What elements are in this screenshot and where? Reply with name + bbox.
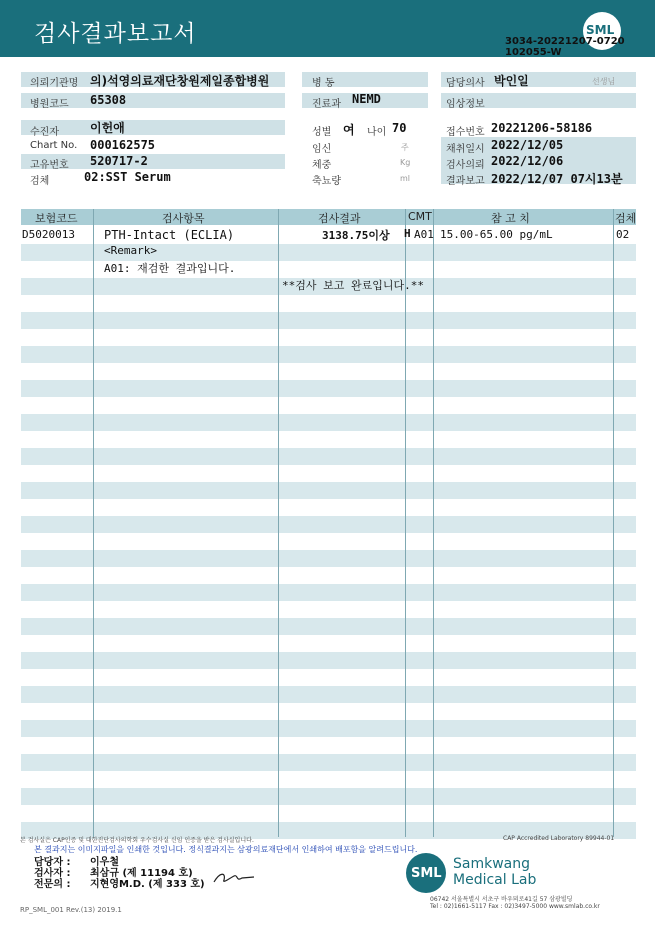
- examiner-label: 검사자 :: [34, 868, 71, 879]
- report-complete-text: **검사 보고 완료입니다.**: [282, 279, 424, 292]
- row-stripe: [21, 584, 636, 601]
- row-stripe: [21, 414, 636, 431]
- urine-unit: ml: [400, 174, 411, 183]
- column-header-reference: 참 고 치: [491, 212, 530, 225]
- collect-label: 채취일시: [446, 144, 485, 155]
- collect-value: 2022/12/05: [491, 138, 564, 152]
- cap-lab: CAP Accredited Laboratory 89944-01: [503, 835, 615, 842]
- patient-value: 이헌애: [90, 121, 125, 135]
- dept-value: NEMD: [352, 92, 381, 106]
- column-header-item: 검사항목: [162, 212, 205, 225]
- row-stripe: [21, 652, 636, 669]
- clinical-info-label: 임상정보: [446, 99, 485, 110]
- row-stripe: [21, 618, 636, 635]
- weight-unit: Kg: [400, 158, 411, 167]
- specimen-value: 02:SST Serum: [84, 170, 171, 184]
- row-stripe: [21, 720, 636, 737]
- hospital-code-label: 병원코드: [30, 99, 69, 110]
- hospital-code-value: 65308: [90, 93, 127, 107]
- age-label: 나이: [367, 127, 387, 138]
- row-stripe: [21, 754, 636, 771]
- specialist-value: 지현영M.D. (제 333 호): [90, 879, 205, 890]
- specimen-label: 검체: [30, 176, 50, 187]
- row-stripe: [21, 380, 636, 397]
- row-reference: 15.00-65.00 pg/mL: [440, 228, 553, 241]
- request-label: 검사의뢰: [446, 160, 485, 171]
- document-number: 3034-20221207-0720 102055-W: [505, 36, 625, 58]
- row-stripe: [21, 516, 636, 533]
- request-value: 2022/12/06: [491, 154, 564, 168]
- pregnancy-unit: 주: [401, 143, 409, 152]
- sml-logo-text: SML: [586, 23, 615, 37]
- id-value: 520717-2: [90, 154, 148, 168]
- row-specimen: 02: [616, 228, 630, 241]
- receipt-label: 접수번호: [446, 127, 485, 138]
- row-cmt: A01: [414, 228, 434, 241]
- row-stripe: [21, 448, 636, 465]
- id-label: 고유번호: [30, 160, 69, 171]
- row-stripe: [21, 550, 636, 567]
- band: [21, 120, 285, 135]
- report-label: 결과보고: [446, 176, 485, 187]
- row-item: PTH-Intact (ECLIA): [104, 228, 235, 242]
- ward-label: 병 동: [312, 78, 335, 89]
- row-stripe: [21, 686, 636, 703]
- company-name-1: Samkwang: [453, 856, 530, 872]
- company-name-2: Medical Lab: [453, 872, 537, 888]
- examiner-value: 최삼규 (제 11194 호): [90, 868, 193, 879]
- form-code: RP_SML_001 Rev.(13) 2019.1: [20, 906, 122, 914]
- row-flag: H: [404, 227, 411, 240]
- sex-value: 여: [343, 123, 355, 137]
- chart-label: Chart No.: [30, 140, 78, 151]
- receipt-value: 20221206-58186: [491, 121, 593, 135]
- cap-note: 본 검사실은 CAP인증 및 대한진단검사의학회 우수검사실 신임 인증을 받은 검사실입니다.: [20, 837, 254, 844]
- column-divider: [405, 209, 406, 837]
- column-divider: [613, 209, 614, 837]
- doctor-value: 박인일: [494, 74, 529, 88]
- patient-label: 수진자: [30, 127, 59, 138]
- row-result: 3138.75이상: [322, 229, 390, 242]
- weight-label: 체중: [312, 160, 332, 171]
- row-stripe: [21, 346, 636, 363]
- image-note: 본 결과지는 이미지파일을 인쇄한 것입니다. 정식결과지는 삼광의료재단에서 인쇄하여 배포함을 알려드립니다.: [34, 845, 418, 854]
- row-stripe: [21, 312, 636, 329]
- company-address: 06742 서울특별시 서초구 바우뫼로41길 57 삼광빌딩: [430, 896, 573, 903]
- row-stripe: [21, 788, 636, 805]
- sml-company-logo-text: SML: [411, 866, 442, 881]
- doctor-label: 담당의사: [446, 78, 485, 89]
- column-header-cmt: CMT: [408, 210, 432, 223]
- row-stripe: [21, 482, 636, 499]
- column-divider: [278, 209, 279, 837]
- signature-icon: [212, 868, 256, 886]
- column-header-code: 보험코드: [35, 212, 78, 225]
- row-code: D5020013: [22, 228, 75, 241]
- document-title: 검사결과보고서: [34, 21, 197, 47]
- institution-value: 의)석영의료재단창원제일종합병원: [90, 74, 270, 88]
- remark-title: <Remark>: [104, 244, 157, 257]
- pregnancy-label: 임신: [312, 144, 332, 155]
- reporter-label: 담당자 :: [34, 857, 71, 868]
- institution-label: 의뢰기관명: [30, 78, 79, 89]
- age-value: 70: [392, 121, 407, 135]
- column-header-result: 검사결과: [318, 212, 361, 225]
- doctor-suffix: 선생님: [592, 77, 616, 86]
- urine-label: 축뇨량: [312, 176, 341, 187]
- dept-label: 진료과: [312, 99, 341, 110]
- column-divider: [433, 209, 434, 837]
- column-header-specimen: 검체: [615, 212, 637, 225]
- specialist-label: 전문의 :: [34, 879, 71, 890]
- reporter-value: 이우철: [90, 857, 119, 868]
- remark-text: A01: 재검한 결과입니다.: [104, 262, 236, 275]
- column-divider: [93, 209, 94, 837]
- report-value: 2022/12/07 07시13분: [491, 172, 623, 186]
- chart-value: 000162575: [90, 138, 156, 152]
- sex-label: 성별: [312, 127, 332, 138]
- company-phone: Tel : 02)1661-5117 Fax : 02)3497-5000 www.smlab.co.kr: [430, 903, 600, 910]
